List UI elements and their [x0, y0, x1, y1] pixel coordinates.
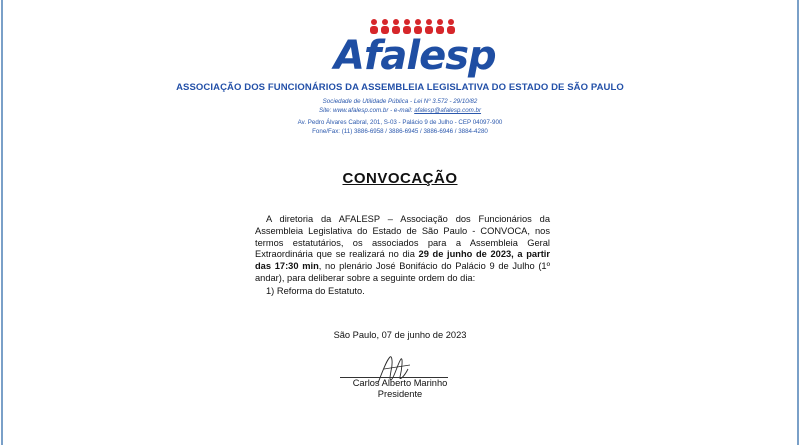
- contact-line: [0, 107, 800, 114]
- phone-line: Fone/Fax: (11) 3886-6958 / 3886-6945 / 3886-6946 / 3884-4280: [312, 128, 488, 135]
- paragraph-bold-date: 29 de junho de 2023, a partir das 17:30 min: [255, 249, 550, 272]
- address-line: Av. Pedro Álvares Cabral, 201, S-03 - Palácio 9 de Julho - CEP 04097-900: [297, 119, 503, 126]
- afalesp-logo: [332, 18, 496, 82]
- utility-line: Sociedade de Utilidade Pública - Lei Nº 3.572 - 29/10/82: [322, 98, 478, 105]
- document-title: [0, 170, 800, 187]
- paragraph-text-2: , no plenário José Bonifácio do Palácio 9 de Julho (1º andar), para deliberar sobre a seguinte ordem do dia:: [255, 261, 550, 283]
- signer-role: Presidente: [377, 389, 423, 399]
- email-link[interactable]: afalesp@afalesp.com.br: [414, 107, 482, 114]
- title-text: CONVOCAÇÃO: [342, 170, 458, 187]
- paragraph-text-1: A diretoria da AFALESP – Associação dos Funcionários da Assembleia Legislativa do Estado de São Paulo - CONVOCA, nos termos estatutários, os associados para a Assembleia Geral Extraordinária que se realizará no dia: [255, 214, 550, 260]
- document-date: São Paulo, 07 de junho de 2023: [333, 330, 467, 340]
- convocation-paragraph: [255, 214, 550, 285]
- association-name: ASSOCIAÇÃO DOS FUNCIONÁRIOS DA ASSEMBLEIA LEGISLATIVA DO ESTADO DE SÃO PAULO: [176, 82, 624, 93]
- site-text: Site: www.afalesp.com.br - e-mail:: [318, 107, 415, 114]
- signer-name: Carlos Alberto Marinho: [352, 378, 448, 388]
- logo-text: Afalesp: [334, 33, 496, 79]
- agenda-item: 1) Reforma do Estatuto.: [266, 286, 365, 296]
